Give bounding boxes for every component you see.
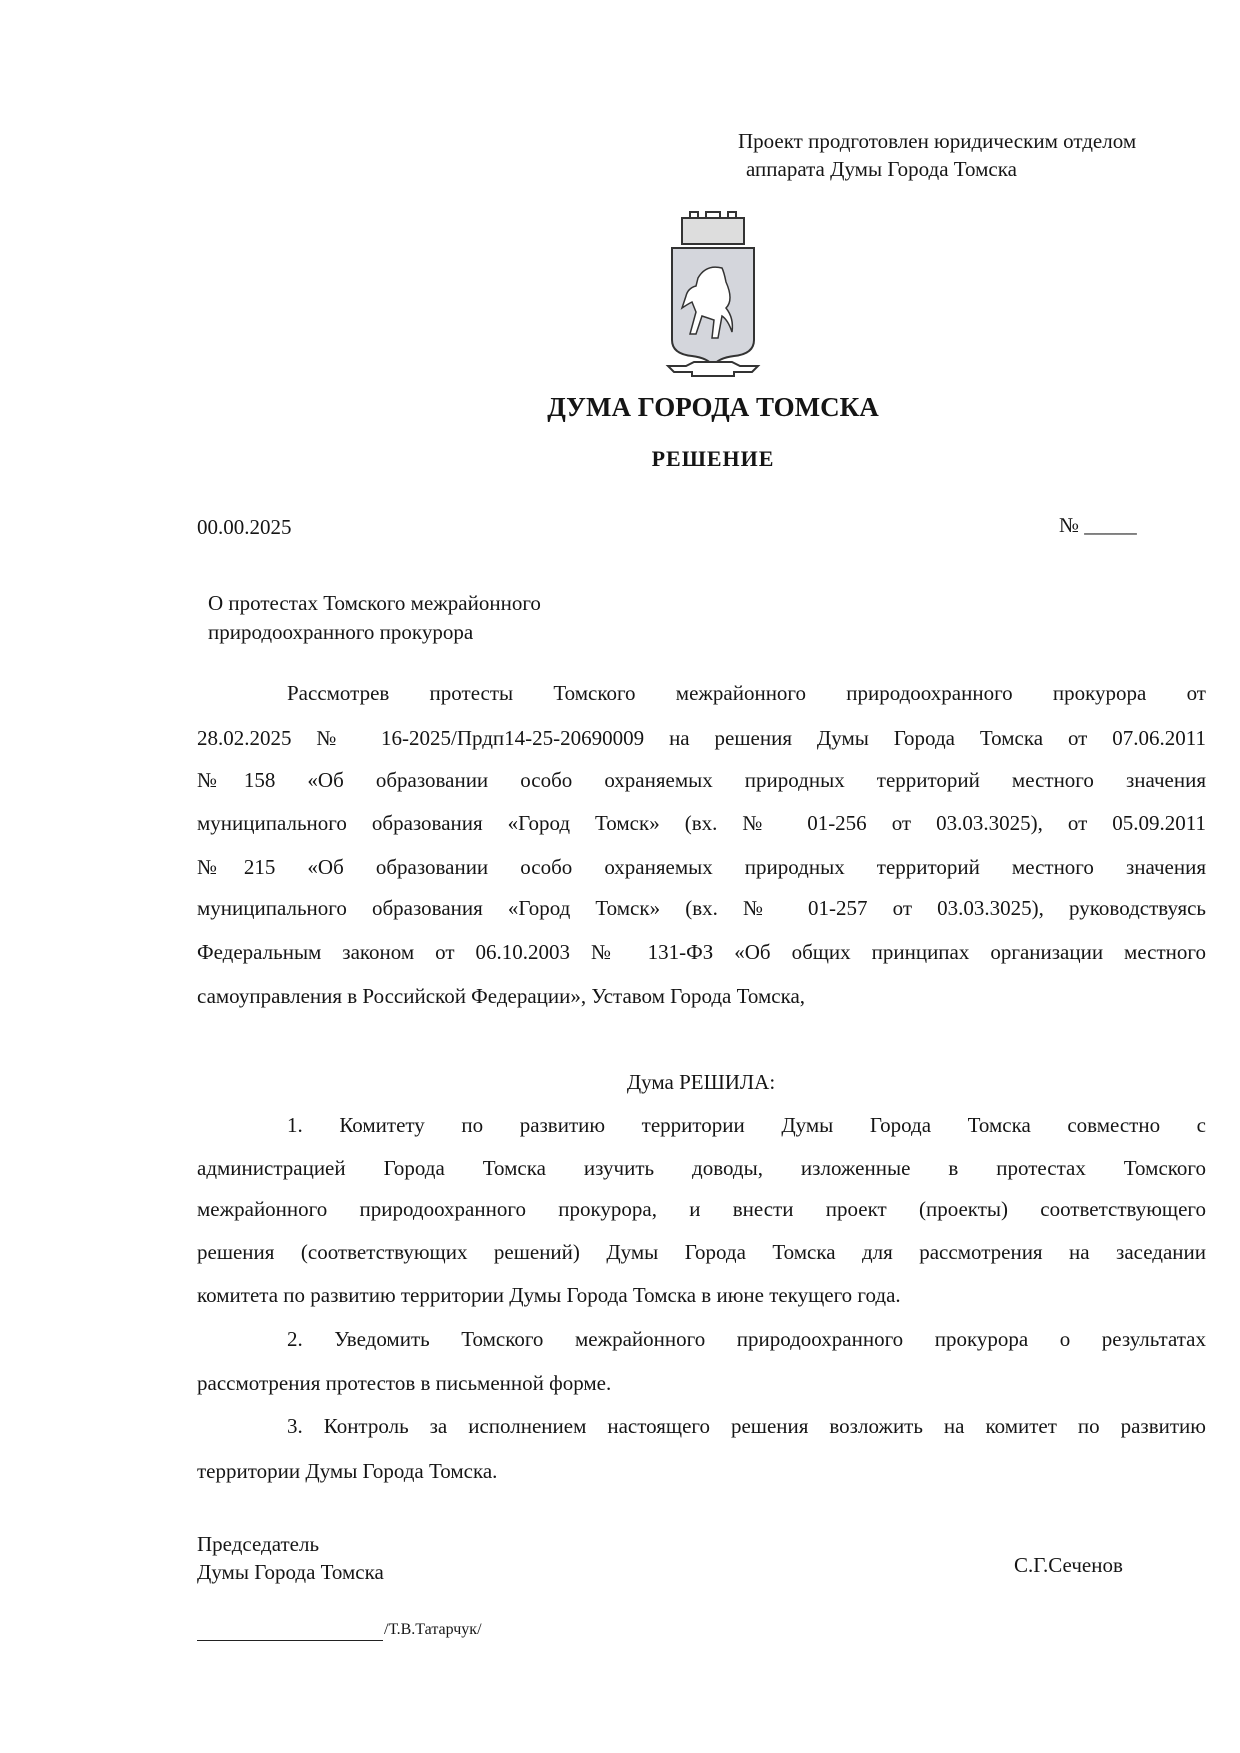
item-line: территории Думы Города Томска.	[197, 1459, 498, 1483]
resolved-heading: Дума РЕШИЛА:	[626, 1070, 776, 1094]
signature-line	[197, 1640, 383, 1641]
item-line: межрайонного природоохранного прокурора, и внести проект (проекты) соответствующего	[197, 1197, 1206, 1221]
preamble-line: Рассмотрев протесты Томского межрайонного природоохранного прокурора от	[287, 681, 1206, 705]
preamble-line: Федеральным законом от 06.10.2003 № 131-ФЗ «Об общих принципах организации местного	[197, 940, 1206, 964]
header-note-line: аппарата Думы Города Томска	[746, 157, 1017, 181]
preamble-line: 28.02.2025 № 16-2025/Прдп14-25-20690009 на решения Думы Города Томска от 07.06.2011	[197, 726, 1206, 750]
signatory-position: Председатель	[197, 1532, 320, 1556]
item-line: 3. Контроль за исполнением настоящего решения возложить на комитет по развитию	[287, 1414, 1206, 1438]
approver-name: /Т.В.Татарчук/	[384, 1621, 482, 1638]
preamble-line: муниципального образования «Город Томск» (вх. № 01-256 от 03.03.3025), от 05.09.2011	[197, 811, 1206, 835]
preamble-line: №215 «Об образовании особо охраняемых природных территорий местного значения	[197, 855, 1206, 879]
subject-line: природоохранного прокурора	[208, 620, 474, 644]
preamble-line: самоуправления в Российской Федерации», Уставом Города Томска,	[197, 984, 806, 1008]
signatory-name: С.Г.Сеченов	[1014, 1553, 1123, 1577]
header-note-line: Проект продготовлен юридическим отделом	[738, 129, 1137, 153]
subject-line: О протестах Томского межрайонного	[208, 591, 541, 615]
item-line: 2. Уведомить Томского межрайонного природоохранного прокурора о результатах	[287, 1327, 1206, 1351]
org-title: ДУМА ГОРОДА ТОМСКА	[547, 392, 879, 422]
doc-type: РЕШЕНИЕ	[651, 446, 775, 471]
preamble-line: №158 «Об образовании особо охраняемых природных территорий местного значения	[197, 768, 1206, 792]
signatory-position: Думы Города Томска	[197, 1560, 384, 1584]
preamble-line: муниципального образования «Город Томск» (вх. № 01-257 от 03.03.3025), руководствуясь	[197, 896, 1206, 920]
coat-of-arms-icon	[664, 208, 762, 380]
item-line: администрацией Города Томска изучить доводы, изложенные в протестах Томского	[197, 1156, 1206, 1180]
item-line: рассмотрения протестов в письменной форме.	[197, 1371, 612, 1395]
item-line: решения (соответствующих решений) Думы Города Томска для рассмотрения на заседании	[197, 1240, 1206, 1264]
item-line: 1. Комитету по развитию территории Думы Города Томска совместно с	[287, 1113, 1206, 1137]
item-line: комитета по развитию территории Думы Города Томска в июне текущего года.	[197, 1283, 901, 1307]
document-date: 00.00.2025	[197, 515, 292, 539]
document-number: № _____	[1059, 513, 1137, 537]
